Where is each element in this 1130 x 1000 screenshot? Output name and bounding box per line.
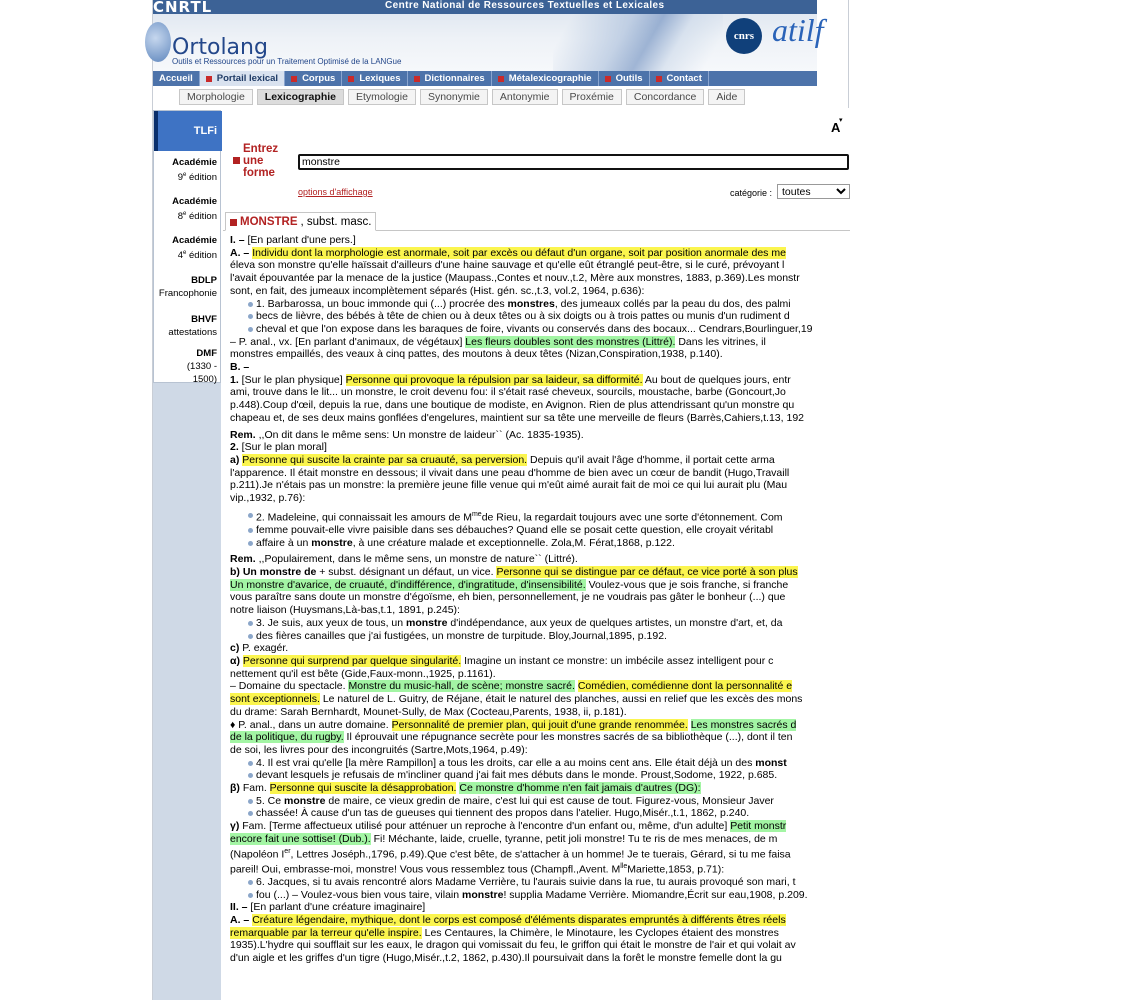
example-bullet-icon xyxy=(248,513,253,518)
text-line xyxy=(230,524,1130,537)
text-line xyxy=(230,336,1130,349)
sidebar-item-rest: édition xyxy=(186,250,217,262)
text-line xyxy=(230,668,1130,681)
text-line xyxy=(230,259,1130,272)
text-line xyxy=(230,429,1130,442)
nav-bullet-icon xyxy=(348,76,354,82)
text-segment xyxy=(230,914,786,926)
text-line xyxy=(230,820,1130,833)
highlight: Personnalité de premier plan, qui jouit d'une grande renommée. xyxy=(391,718,688,731)
search-label xyxy=(243,143,288,179)
sidebar-item-rest: 1500) xyxy=(192,374,217,385)
text-line xyxy=(230,310,1130,323)
text-line xyxy=(230,348,1130,361)
highlight: Un monstre d'avarice, de cruauté, d'indifférence, d'ingratitude, d'insensibilité. xyxy=(230,578,586,591)
nav-item-1[interactable] xyxy=(200,71,285,86)
sidebar-item-sup: e xyxy=(183,172,187,178)
text-segment: c) P. exagér. xyxy=(230,642,289,655)
highlight: Personne qui suscite la désapprobation. xyxy=(269,782,457,795)
tab-1[interactable]: Lexicographie xyxy=(257,89,344,105)
highlight: Créature légendaire, mythique, dont le corps est composé d'éléments disparates empruntés à différents êtres réels xyxy=(252,914,786,927)
example-bullet-icon xyxy=(248,314,253,319)
text-segment: monstres empaillés, des veaux à cinq pattes, des moutons à deux têtes (Nizan,Conspiration,1938, p.140). xyxy=(230,348,723,361)
sidebar-item-tlfi[interactable] xyxy=(154,111,222,151)
text-segment: cheval et que l'on expose dans les baraques de foire, vivants ou conservés dans des bocaux... Cendrars,Bourlinguer,19 xyxy=(256,322,813,335)
text-segment: ♦ P. anal., dans un autre domaine. Personnalité de premier plan, qui jouit d'une grande renommée. Les monstres sacrés d xyxy=(230,718,797,731)
cnrtl-logo[interactable]: CNRTL xyxy=(153,0,213,16)
nav-label: Lexiques xyxy=(359,73,401,84)
highlight: Petit monstr xyxy=(730,820,787,833)
text-segment: 4. Il est vrai qu'elle [la mère Rampillon] a tous les droits, car elle a au moins cent ans. Elle était déjà un des monst xyxy=(256,756,787,769)
text-segment: 6. Jacques, si tu avais rencontré alors Madame Verrière, tu l'aurais suivie dans la rue, tu aurais provoqué son mari, t xyxy=(256,875,796,888)
tab-2[interactable]: Etymologie xyxy=(348,89,416,105)
text-segment: α) Personne qui surprend par quelque singularité. Imagine un instant ce monstre: un imbécile assez intelligent pour c xyxy=(230,655,774,667)
sidebar-item-name: Académie xyxy=(172,235,217,246)
nav-bullet-icon xyxy=(498,76,504,82)
entry-pos: , subst. masc. xyxy=(300,215,372,228)
nav-item-6[interactable] xyxy=(599,71,650,86)
emphasis: A. – xyxy=(230,914,250,927)
sub-nav xyxy=(179,89,745,105)
cnrs-logo[interactable]: cnrs xyxy=(726,18,762,54)
sidebar-item-sub: 4 xyxy=(177,250,184,262)
example-bullet-icon xyxy=(248,302,253,307)
nav-label: Accueil xyxy=(159,73,193,84)
red-square-icon xyxy=(230,219,237,226)
sidebar-panel xyxy=(153,110,221,383)
emphasis: A. – xyxy=(230,246,250,259)
text-segment: notre liaison (Huysmans,Là-bas,t.1, 1891, p.245): xyxy=(230,604,460,617)
text-segment: des fières canailles que j'ai fustigées, un monstre de turpitude. Bloy,Journal,1895, p.192. xyxy=(256,629,667,642)
tab-3[interactable]: Synonymie xyxy=(420,89,488,105)
highlight: Personne qui surprend par quelque singularité. xyxy=(242,655,462,667)
emphasis: monst xyxy=(755,756,787,769)
text-segment: p.448).Coup d'œil, depuis la rue, dans une boutique de modiste, en Avignon. Rien de plus attendrissant qu'un monstre qu xyxy=(230,399,795,412)
main-content xyxy=(223,108,850,1000)
text-segment: 3. Je suis, aux yeux de tous, un monstre d'indépendance, aux yeux de quelques artistes, un monstre d'art, et, da xyxy=(256,616,783,629)
highlight: encore fait une sottise! (Dub.). xyxy=(230,832,371,845)
text-segment: γ) Fam. [Terme affectueux utilisé pour atténuer un reproche à l'encontre d'un enfant ou, même, d'un adulte] Petit monstr xyxy=(230,820,787,833)
text-segment: ami, trouve dans le lit... un monstre, le croit devenu fou: il s'était rasé cheveux, sourcils, moustache, barbe (Goncourt,Jo xyxy=(230,386,786,399)
sidebar-item-0[interactable] xyxy=(154,156,220,184)
emphasis: 2. xyxy=(230,441,239,454)
category-label: catégorie : xyxy=(730,188,773,198)
nav-bullet-icon xyxy=(291,76,297,82)
example-bullet-icon xyxy=(248,541,253,546)
nav-item-7[interactable] xyxy=(650,71,709,86)
text-segment: de soi, les livres pour des incongruités (Sartre,Mots,1964, p.49): xyxy=(230,743,528,756)
text-segment: (Napoléon I xyxy=(230,848,285,861)
text-segment: sont, en fait, des jumeaux incomplètement séparés (Hist. gén. sc.,t.3, vol.2, 1964, p.636): xyxy=(230,284,645,297)
nav-label: Corpus xyxy=(302,73,336,84)
emphasis: B. – xyxy=(230,361,250,374)
sidebar-item-sup: e xyxy=(183,250,187,256)
nav-item-0[interactable] xyxy=(153,71,200,86)
sidebar-item-sup: e xyxy=(183,211,187,217)
highlight: Individu dont la morphologie est anormale, soit par excès ou défaut d'un organe, soit par position anormale des me xyxy=(252,246,786,259)
sidebar-item-sub: 9 xyxy=(177,172,184,184)
entry-tab[interactable] xyxy=(225,212,376,231)
nav-bullet-icon xyxy=(414,76,420,82)
nav-bullet-icon xyxy=(206,76,212,82)
text-line xyxy=(230,374,1130,387)
text-line xyxy=(230,901,1130,914)
highlight: sont exceptionnels. xyxy=(230,693,320,706)
example-bullet-icon xyxy=(248,880,253,885)
nav-item-3[interactable] xyxy=(342,71,407,86)
text-line xyxy=(230,939,1130,952)
text-line xyxy=(230,693,1130,706)
search-label-line3: forme xyxy=(243,167,275,179)
nav-item-2[interactable] xyxy=(285,71,342,86)
highlight: Personne qui provoque la répulsion par sa laideur, sa difformité. xyxy=(345,373,643,386)
example-bullet-icon xyxy=(248,634,253,639)
text-line xyxy=(230,604,1130,617)
example-bullet-icon xyxy=(248,811,253,816)
text-segment: vous paraître sans doute un monstre d'égoïsme, eh bien, personnellement, je ne voudrais pas gâter le bonheur (...) que xyxy=(230,591,786,604)
atilf-logo[interactable]: atilf xyxy=(772,12,824,48)
text-segment: β) Fam. Personne qui suscite la désapprobation. Ce monstre d'homme n'en fait jamais d'autres (DG): xyxy=(230,782,701,795)
text-line xyxy=(230,537,1130,550)
text-segment: becs de lièvre, des bébés à tête de chien ou à deux têtes ou à six doigts ou à trois pattes ou munis d'un rudiment d xyxy=(256,310,790,323)
text-segment: l'avait épouvantée par la menace de la justice (Maupass.,Contes et nouv.,t.2, Mère aux monstres, 1883, p.369).Les monstr xyxy=(230,272,800,285)
text-segment: p.211).Je n'étais pas un monstre: la première jeune fille venue qui m'eût aimé aurait fait de moi ce qui lui aurait plu (Mau xyxy=(230,479,788,492)
text-line xyxy=(230,323,1130,336)
ortolang-logo[interactable]: Ortolang xyxy=(172,35,268,60)
text-segment xyxy=(230,247,786,259)
nav-item-4[interactable] xyxy=(408,71,492,86)
emphasis: I. – xyxy=(230,234,245,246)
nav-label: Contact xyxy=(666,73,702,84)
emphasis: II. – xyxy=(230,901,248,914)
text-segment: vip.,1932, p.76): xyxy=(230,492,306,505)
highlight: Personne qui se distingue par ce défaut, ce vice porté à son plus xyxy=(496,566,798,579)
text-segment: a) Personne qui suscite la crainte par sa cruauté, sa perversion. Depuis qu'il avait l'âge d'homme, il portait cette arma xyxy=(230,453,775,466)
emphasis: monstre xyxy=(406,616,448,629)
text-line xyxy=(230,876,1130,889)
emphasis: Rem. xyxy=(230,553,256,566)
text-segment: II. – [En parlant d'une créature imaginaire] xyxy=(230,901,426,914)
sidebar-item-sub: attestations xyxy=(168,327,217,338)
text-line xyxy=(230,642,1130,655)
text-segment: remarquable par la terreur qu'elle inspire. Les Centaures, la Chimère, le Minotaure, les Cyclopes étaient des monstres xyxy=(230,926,779,939)
text-line xyxy=(230,914,1130,927)
nav-item-5[interactable] xyxy=(492,71,599,86)
text-line xyxy=(230,655,1130,668)
sidebar xyxy=(153,110,221,1000)
text-line xyxy=(230,566,1130,579)
text-line xyxy=(230,399,1130,412)
tab-0[interactable]: Morphologie xyxy=(179,89,253,105)
text-segment: b) Un monstre de + subst. désignant un défaut, un vice. Personne qui se distingue par ce défaut, ce vice porté à son plus xyxy=(230,566,798,579)
text-segment xyxy=(230,361,249,373)
emphasis: monstre xyxy=(462,888,504,901)
text-segment: I. – [En parlant d'une pers.] xyxy=(230,234,356,246)
font-size-arrow-icon[interactable]: ▾ xyxy=(839,116,843,124)
text-line xyxy=(230,454,1130,467)
nav-bullet-icon xyxy=(656,76,662,82)
text-segment: 1935).L'hydre qui soufflait sur les eaux, le dragon qui vomissait du feu, le griffon qui était le monstre de l'air et qui volait av xyxy=(230,939,796,952)
text-line xyxy=(230,782,1130,795)
emphasis: Rem. xyxy=(230,428,256,441)
example-bullet-icon xyxy=(248,621,253,626)
emphasis: monstre xyxy=(284,794,326,807)
text-segment: 1. Barbarossa, un bouc immonde qui (...) procrée des monstres, des jumeaux collés par la peau du dos, des palmi xyxy=(256,297,791,310)
globe-icon xyxy=(145,22,171,62)
tab-5[interactable]: Proxémie xyxy=(562,89,622,105)
text-segment: pareil! Oui, embrasse-moi, monstre! Vous vous ressemblez tous (Champfl.,Avent. M xyxy=(230,863,621,876)
cnrtl-full-name: Centre National de Ressources Textuelles et Lexicales xyxy=(385,0,665,11)
text-segment: sont exceptionnels. Le naturel de L. Guitry, de Réjane, était le naturel des planches, aussi en relief que les excès des mons xyxy=(230,693,803,706)
text-segment: nettement qu'il est bête (Gide,Faux-monn.,1925, p.1161). xyxy=(230,667,496,680)
emphasis: β) xyxy=(230,782,240,795)
highlight: Monstre du music-hall, de scène; monstre sacré. xyxy=(348,680,575,693)
text-segment: Rem. ,,Populairement, dans le même sens, un monstre de nature`` (Littré). xyxy=(230,553,578,566)
text-segment: chassée! À cause d'un tas de gueuses qui tiennent des propos dans l'atelier. Hugo,Misér.,t.1, 1862, p.240. xyxy=(256,807,750,820)
text-segment: de la politique, du rugby. Il éprouvait une répugnance secrète pour les monstres sacrés de sa bibliothèque (...), dont il ten xyxy=(230,731,793,744)
nav-label: Outils xyxy=(615,73,643,84)
text-line xyxy=(230,553,1130,566)
tab-6[interactable]: Concordance xyxy=(626,89,704,105)
tlfi-indicator xyxy=(154,111,158,151)
text-line xyxy=(230,234,1130,247)
text-line xyxy=(230,952,1130,965)
text-line xyxy=(230,285,1130,298)
ortolang-tagline: Outils et Ressources pour un Traitement Optimisé de la LANGue xyxy=(172,57,402,66)
text-segment: 2. [Sur le plan moral] xyxy=(230,441,327,454)
text-line xyxy=(230,769,1130,782)
sidebar-item-rest: édition xyxy=(186,211,217,223)
text-line xyxy=(230,889,1130,902)
text-line xyxy=(230,861,1130,876)
text-segment: chapeau et, de ses deux mains gonflées d'engelures, maintient sur sa tête une merveille de fleurs (Barrès,Cahiers,t.13, 192 xyxy=(230,411,804,424)
text-line xyxy=(230,509,1130,524)
text-segment: 2. Madeleine, qui connaissait les amours de M xyxy=(256,511,472,524)
example-bullet-icon xyxy=(248,799,253,804)
sidebar-item-4[interactable] xyxy=(154,313,220,339)
sidebar-item-name: BDLP xyxy=(191,275,217,286)
red-square-icon xyxy=(233,157,240,164)
text-line xyxy=(230,833,1130,846)
sidebar-item-name: Académie xyxy=(172,157,217,168)
tlfi-label: TLFi xyxy=(193,125,217,137)
sidebar-item-sub: (1330 - xyxy=(186,361,217,372)
text-segment: 5. Ce monstre de maire, ce vieux gredin de maire, c'est lui qui est cause de tout. Figurez-vous, Monsieur Javer xyxy=(256,794,774,807)
example-bullet-icon xyxy=(248,528,253,533)
display-options-link[interactable]: options d'affichage xyxy=(298,187,373,197)
search-label-line2: une xyxy=(243,155,264,167)
example-bullet-icon xyxy=(248,773,253,778)
nav-label: Dictionnaires xyxy=(424,73,485,84)
text-line xyxy=(230,757,1130,770)
sidebar-item-3[interactable] xyxy=(154,274,220,300)
nav-label: Métalexicographie xyxy=(508,73,592,84)
highlight: Comédien, comédienne dont la personnalité e xyxy=(577,680,793,693)
text-line xyxy=(230,795,1130,808)
text-segment: – P. anal., vx. [En parlant d'animaux, de végétaux] Les fleurs doubles sont des monstres (Littré). Dans les vitrines, il xyxy=(230,335,766,348)
sidebar-item-5[interactable] xyxy=(154,347,220,386)
text-line xyxy=(230,467,1130,480)
highlight: de la politique, du rugby. xyxy=(230,731,344,744)
text-segment: de Rieu, la regardait toujours avec une sorte d'étonnement. Com xyxy=(481,511,783,524)
text-segment: affaire à un monstre, à une créature malade et exceptionnelle. Zola,M. Férat,1868, p.122. xyxy=(256,536,675,549)
highlight: Les monstres sacrés d xyxy=(690,718,797,731)
text-line xyxy=(230,807,1130,820)
emphasis: a) xyxy=(230,453,240,466)
text-line xyxy=(230,298,1130,311)
highlight: Ce monstre d'homme n'en fait jamais d'autres (DG): xyxy=(459,782,701,795)
example-bullet-icon xyxy=(248,327,253,332)
text-line xyxy=(230,441,1130,454)
text-segment: Rem. ,,On dit dans le même sens: Un monstre de laideur`` (Ac. 1835-1935). xyxy=(230,428,584,441)
text-line xyxy=(230,272,1130,285)
text-line xyxy=(230,361,1130,374)
text-segment: l'apparence. Il était monstre en dessous; il vivait dans une peau d'homme de bien avec un cœur de bandit (Hugo,Travaill xyxy=(230,466,790,479)
text-line xyxy=(230,412,1130,425)
text-line xyxy=(230,579,1130,592)
emphasis: c) xyxy=(230,642,240,655)
text-segment: encore fait une sottise! (Dub.). Fi! Méchante, laide, cruelle, tyranne, petit joli monstre! Tu te ris de mes menaces, de m xyxy=(230,832,778,845)
highlight: Personne qui suscite la crainte par sa cruauté, sa perversion. xyxy=(242,453,528,466)
site-banner xyxy=(153,0,824,71)
text-segment: d'un aigle et les griffes d'un tigre (Hugo,Misér.,t.2, 1862, p.430).Il poursuivait dans la forêt le monstre femelle dont la gu xyxy=(230,952,782,965)
text-segment: éleva son monstre qu'elle haïssait d'ailleurs d'une haine sauvage et qu'elle eût étranglé peut-être, si le curé, prévoyant l xyxy=(230,259,785,272)
text-segment: femme pouvait-elle vivre paisible dans ses débauches? Quand elle se posait cette question, elle croyait véritabl xyxy=(256,523,774,536)
emphasis: monstres xyxy=(507,297,555,310)
search-input[interactable] xyxy=(298,154,849,170)
text-line xyxy=(230,247,1130,260)
text-segment: Un monstre d'avarice, de cruauté, d'indifférence, d'ingratitude, d'insensibilité. Voulez-vous que je sois franche, si franche xyxy=(230,578,789,591)
emphasis: 1. xyxy=(230,373,239,386)
sidebar-item-rest: édition xyxy=(186,172,217,184)
text-line xyxy=(230,706,1130,719)
text-line xyxy=(230,744,1130,757)
sidebar-item-name: DMF xyxy=(196,348,217,359)
text-segment: 1. [Sur le plan physique] Personne qui provoque la répulsion par sa laideur, sa difformité. Au bout de quelques jours, entr xyxy=(230,373,791,386)
text-segment: Mariette,1853, p.71): xyxy=(627,863,725,876)
nav-label: Portail lexical xyxy=(216,73,279,84)
text-segment: devant lesquels je refusais de m'incliner quand j'ai fait mes débuts dans le monde. Proust,Sodome, 1922, p.685. xyxy=(256,769,778,782)
sidebar-item-name: BHVF xyxy=(191,314,217,325)
text-line xyxy=(230,479,1130,492)
text-segment: , Lettres Joséph.,1796, p.49).Que c'est bête, de s'attacher à un homme! Je te tuerais, Gérard, si tu me faisa xyxy=(290,848,791,861)
category-select[interactable] xyxy=(777,184,850,199)
nav-bullet-icon xyxy=(605,76,611,82)
example-bullet-icon xyxy=(248,761,253,766)
search-label-line1: Entrez xyxy=(243,143,279,155)
sidebar-item-1[interactable] xyxy=(154,195,220,223)
example-bullet-icon xyxy=(248,893,253,898)
text-line xyxy=(230,386,1130,399)
text-line xyxy=(230,731,1130,744)
sidebar-item-sub: 8 xyxy=(177,211,184,223)
highlight: remarquable par la terreur qu'elle inspire. xyxy=(230,926,422,939)
text-segment: du drame: Sarah Bernhardt, Mounet-Sully, de Max (Cocteau,Parents, 1938, ii, p.181). xyxy=(230,705,627,718)
font-size-button[interactable]: A xyxy=(831,120,841,135)
text-line xyxy=(230,630,1130,643)
text-line xyxy=(230,591,1130,604)
text-segment: er xyxy=(284,847,291,855)
text-line xyxy=(230,719,1130,732)
emphasis: γ) xyxy=(230,820,240,833)
text-line xyxy=(230,680,1130,693)
text-segment: fou (...) – Voulez-vous bien vous taire, vilain monstre! supplia Madame Verrière. Miomandre,Écrit sur eau,1908, p.209. xyxy=(256,888,808,901)
sidebar-item-name: Académie xyxy=(172,196,217,207)
main-nav xyxy=(153,71,817,86)
text-segment: – Domaine du spectacle. Monstre du music-hall, de scène; monstre sacré. Comédien, comédienne dont la personnalité e xyxy=(230,680,793,693)
tab-7[interactable]: Aide xyxy=(708,89,745,105)
tab-4[interactable]: Antonymie xyxy=(492,89,558,105)
emphasis: α) xyxy=(230,655,240,667)
text-line xyxy=(230,492,1130,505)
text-line xyxy=(230,846,1130,861)
definition-text xyxy=(230,234,1130,965)
text-segment: lle xyxy=(620,862,628,870)
emphasis: monstre xyxy=(311,536,353,549)
sidebar-item-sub: Francophonie xyxy=(158,288,217,299)
cable-image xyxy=(553,14,723,71)
entry-word: MONSTRE xyxy=(240,215,298,228)
highlight: Les fleurs doubles sont des monstres (Littré). xyxy=(465,335,676,348)
site-frame xyxy=(152,0,849,1000)
text-line xyxy=(230,927,1130,940)
text-segment: me xyxy=(471,510,482,518)
sidebar-item-2[interactable] xyxy=(154,234,220,262)
emphasis: b) Un monstre de xyxy=(230,566,317,579)
text-line xyxy=(230,617,1130,630)
